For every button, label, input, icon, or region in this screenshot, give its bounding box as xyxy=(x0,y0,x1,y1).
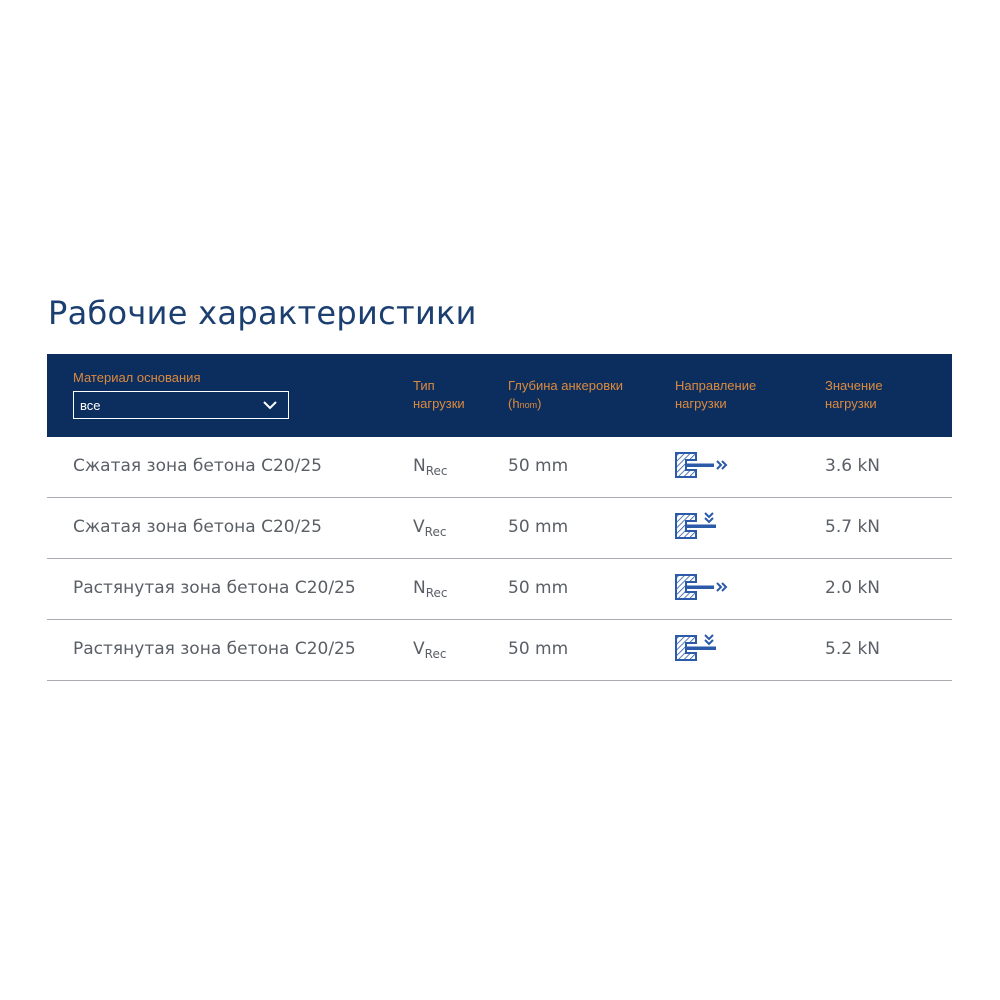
shear-load-icon xyxy=(675,512,731,540)
header-load-value-line2: нагрузки xyxy=(825,396,877,411)
row-load-symbol: N xyxy=(413,456,426,476)
row-material: Сжатая зона бетона C20/25 xyxy=(73,517,322,537)
header-load-direction xyxy=(675,377,756,413)
row-value: 3.6 kN xyxy=(825,456,881,476)
row-load-type xyxy=(413,639,446,659)
header-load-type-line1: Тип xyxy=(413,378,435,393)
row-value: 5.7 kN xyxy=(825,517,881,537)
header-anchor-depth-line2 xyxy=(508,395,623,414)
header-load-direction-line2: нагрузки xyxy=(675,396,727,411)
row-load-sub: Rec xyxy=(424,525,447,539)
row-load-sub: Rec xyxy=(425,464,448,478)
header-depth-sub: nom xyxy=(519,400,538,410)
tension-load-icon xyxy=(675,573,731,601)
row-depth: 50 mm xyxy=(508,639,569,659)
shear-load-icon xyxy=(675,634,731,662)
table-row xyxy=(47,498,952,559)
header-load-value-line1: Значение xyxy=(825,378,883,393)
tension-load-icon xyxy=(675,451,731,479)
row-load-type xyxy=(413,578,448,598)
row-material: Растянутая зона бетона C20/25 xyxy=(73,578,356,598)
table-header xyxy=(47,354,952,437)
row-load-sub: Rec xyxy=(425,586,448,600)
header-depth-close: ) xyxy=(537,396,542,411)
material-select-value: все xyxy=(80,398,101,413)
row-load-sub: Rec xyxy=(424,647,447,661)
table-row xyxy=(47,559,952,620)
header-load-direction-line1: Направление xyxy=(675,378,757,393)
row-depth: 50 mm xyxy=(508,517,569,537)
page-title: Рабочие характеристики xyxy=(48,294,477,332)
row-value: 5.2 kN xyxy=(825,639,881,659)
material-select[interactable] xyxy=(73,391,289,419)
row-material: Сжатая зона бетона C20/25 xyxy=(73,456,322,476)
row-material: Растянутая зона бетона C20/25 xyxy=(73,639,356,659)
row-load-type xyxy=(413,456,448,476)
header-load-type-line2: нагрузки xyxy=(413,396,465,411)
table-row xyxy=(47,620,952,681)
header-anchor-depth-line1: Глубина анкеровки xyxy=(508,378,624,393)
performance-table xyxy=(47,354,952,681)
row-value: 2.0 kN xyxy=(825,578,881,598)
header-load-value xyxy=(825,377,883,413)
row-load-type xyxy=(413,517,446,537)
row-load-symbol: V xyxy=(413,517,425,537)
table-row xyxy=(47,437,952,498)
header-material: Материал основания xyxy=(73,370,201,385)
row-depth: 50 mm xyxy=(508,456,569,476)
row-depth: 50 mm xyxy=(508,578,569,598)
chevron-down-icon xyxy=(262,399,278,411)
row-load-symbol: N xyxy=(413,578,426,598)
header-load-type xyxy=(413,377,465,413)
header-depth-open: (h xyxy=(508,396,520,411)
header-anchor-depth xyxy=(508,377,623,414)
row-load-symbol: V xyxy=(413,639,425,659)
